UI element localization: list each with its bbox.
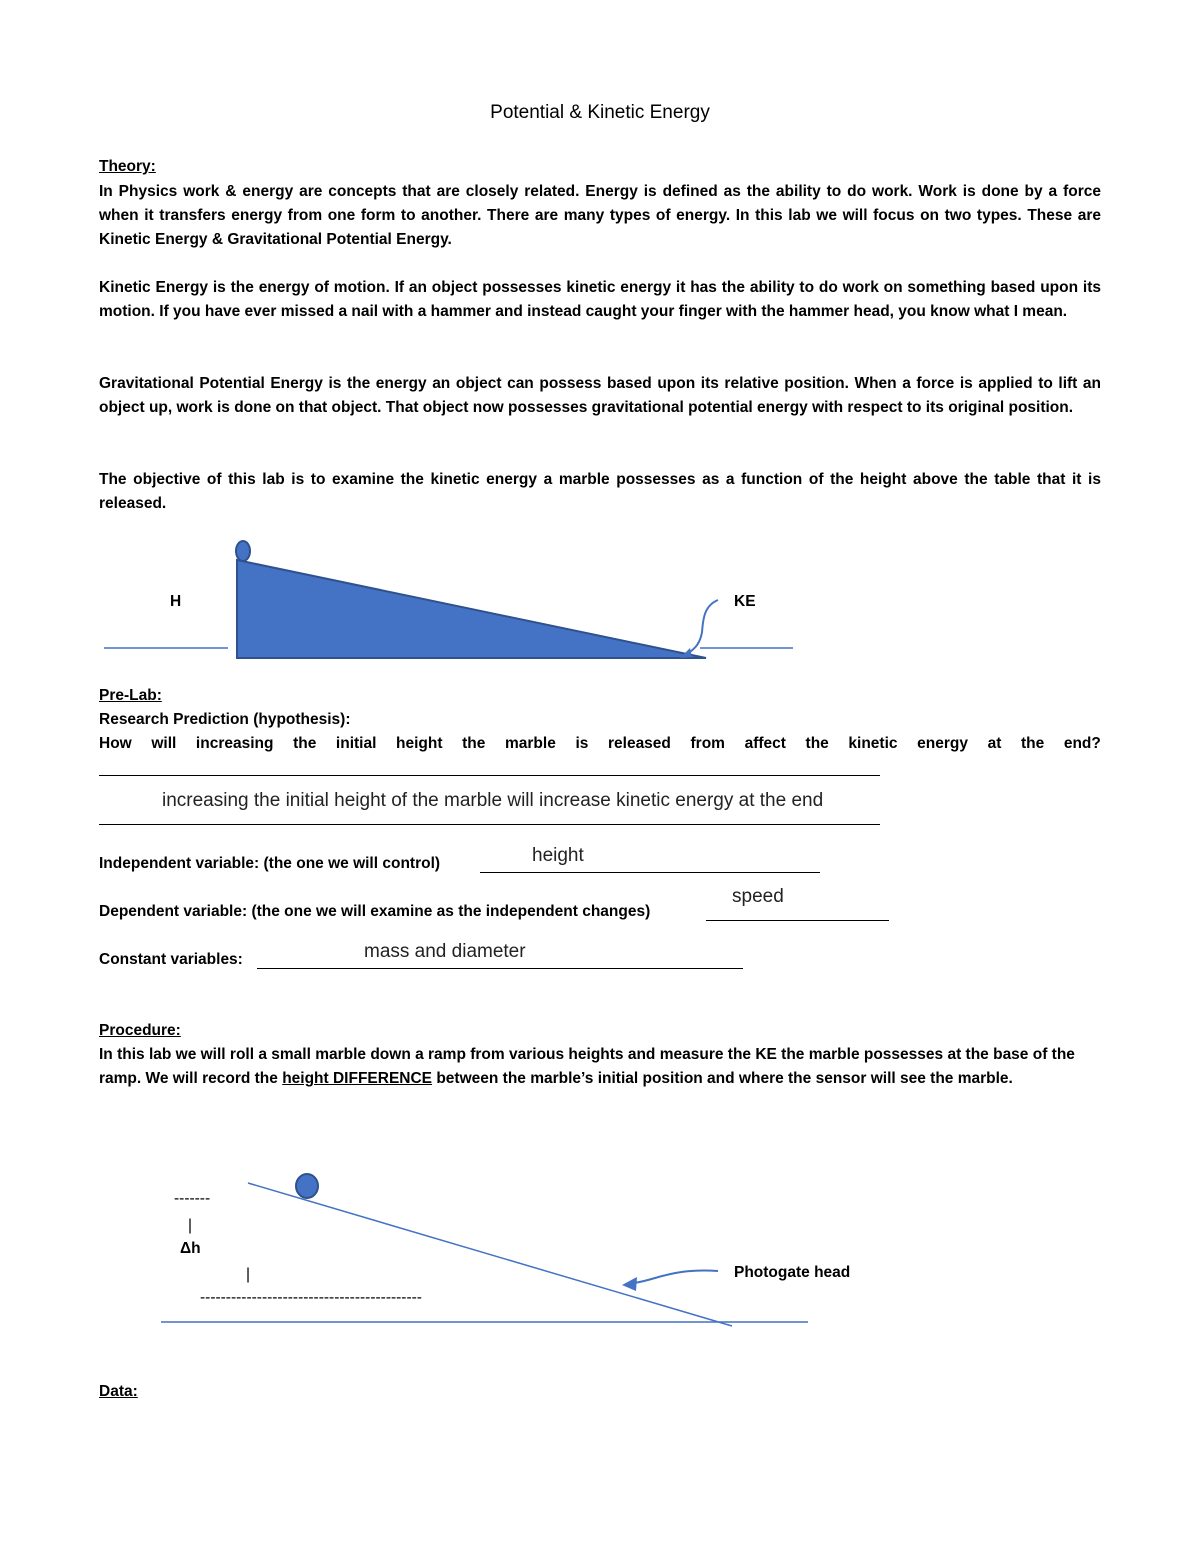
question-word: height — [396, 735, 443, 752]
theory-paragraph-2: Kinetic Energy is the energy of motion. If an object possesses kinetic energy it has the ability to do work on something based upon its motion. If you have ever missed a nail with a hammer and instead caught your finger with the hammer head, you know what I mean. — [99, 279, 1101, 320]
photogate-label: Photogate head — [734, 1264, 851, 1281]
question-word: end? — [1063, 735, 1101, 752]
question-word: is — [575, 735, 589, 752]
question-word: at — [987, 735, 1002, 752]
question-word: the — [805, 735, 829, 752]
question-word: the — [1020, 735, 1045, 752]
question-word: kinetic — [848, 735, 898, 752]
theory-paragraph-3: Gravitational Potential Energy is the energy an object can possess based upon its relative position. When a force is applied to lift an object up, work is done on that object. That object now possesses gravitational potential energy with respect to its original position. — [99, 375, 1101, 416]
procedure-heading: Procedure: — [99, 1022, 181, 1039]
question-word: the — [293, 735, 317, 752]
question-word: from — [690, 735, 725, 752]
label-ke: KE — [734, 593, 756, 610]
dependent-answer[interactable]: speed — [732, 886, 784, 907]
question-word: the — [462, 735, 486, 752]
prediction-label: Research Prediction (hypothesis): — [99, 711, 351, 728]
delta-h-label: Δh — [180, 1240, 201, 1257]
prelab-heading: Pre-Lab: — [99, 687, 162, 704]
question-word: increasing — [195, 735, 274, 752]
constant-label: Constant variables: — [99, 951, 243, 968]
question-word: affect — [744, 735, 786, 752]
dash-bottom: ------------------------------------------- — [200, 1289, 422, 1306]
dependent-label: Dependent variable: (the one we will examine as the independent changes) — [99, 903, 651, 920]
dash-top: ------- — [174, 1190, 211, 1207]
theory-paragraph-1: In Physics work & energy are concepts that are closely related. Energy is defined as the ability to do work. Work is done by a force when it transfers energy from one form to another. There are many types of energy. In this lab we will focus on two types. These are Kinetic Energy & Gravitational Potential Energy. — [99, 183, 1101, 248]
constant-answer[interactable]: mass and diameter — [364, 941, 526, 962]
question-word: released — [607, 735, 671, 752]
photogate-arrow-icon — [628, 1270, 718, 1284]
question-word: marble — [504, 735, 556, 752]
photogate-arrowhead-icon — [622, 1277, 637, 1291]
question-word: initial — [335, 735, 377, 752]
procedure-text-underlined: height DIFFERENCE — [282, 1070, 433, 1087]
label-h: H — [170, 593, 182, 610]
independent-answer[interactable]: height — [532, 845, 584, 866]
marble-icon — [296, 1174, 318, 1198]
bar-top: | — [188, 1217, 193, 1234]
question-word: energy — [917, 735, 968, 752]
bar-bottom: | — [246, 1266, 251, 1283]
question-word: will — [151, 735, 177, 752]
objective-paragraph: The objective of this lab is to examine the kinetic energy a marble possesses as a function of the height above the table that it is released. — [99, 471, 1101, 512]
procedure-text-1: In this lab we will roll a small marble down a ramp from various heights and measure the KE the marble possesses at the base of the ramp. We will record the — [99, 1046, 1075, 1087]
data-heading: Data: — [99, 1383, 138, 1400]
hypothesis-answer[interactable]: increasing the initial height of the marble will increase kinetic energy at the end — [162, 790, 824, 811]
procedure-text-2: between the marble’s initial position and where the sensor will see the marble. — [432, 1070, 1013, 1087]
independent-label: Independent variable: (the one we will control) — [99, 855, 441, 872]
question-word: How — [99, 735, 132, 752]
page-title: Potential & Kinetic Energy — [490, 102, 710, 123]
theory-heading: Theory: — [99, 158, 156, 175]
